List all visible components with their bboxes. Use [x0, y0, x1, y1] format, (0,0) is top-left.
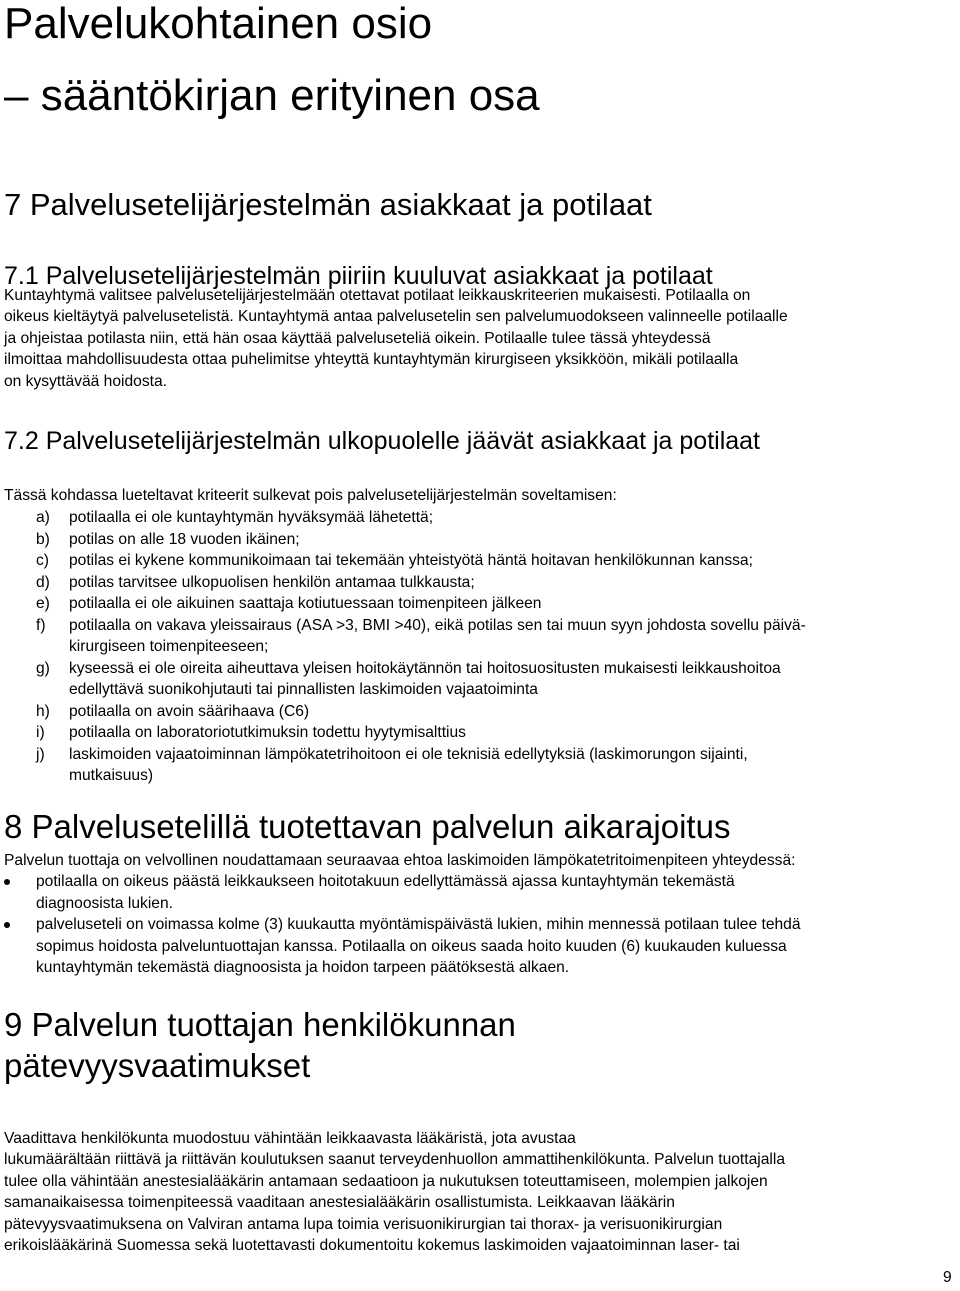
list-item-letter: c) — [36, 552, 49, 569]
document-title-line2: – sääntökirjan erityinen osa — [4, 71, 540, 120]
paragraph-line: Kuntayhtymä valitsee palvelusetelijärjestelmään otettavat potilaat leikkauskriteerien mukaisesti. Potilaalla on — [4, 287, 751, 304]
paragraph-line: ja ohjeistaa potilasta niin, että hän osaa käyttää palveluseteliä oikein. Potilaalle tulee tässä yhteydessä — [4, 329, 711, 347]
list-item-letter: e) — [36, 595, 50, 612]
section7-1-paragraph — [4, 285, 954, 392]
list-item — [4, 507, 954, 529]
list-item-text: kyseessä ei ole oireita aiheuttava yleisen hoitokäytännön tai hoitosuositusten mukaisesti leikkaushoitoa — [69, 659, 781, 677]
paragraph-line: Vaadittava henkilökunta muodostuu vähintään leikkaavasta lääkäristä, jota avustaa — [4, 1130, 576, 1147]
list-item-letter: a) — [36, 509, 50, 526]
paragraph-line: oikeus kieltäytyä palvelusetelistä. Kuntayhtymä antaa palvelusetelin sen palvelumuodokseen valinneelle potilaalle — [4, 308, 788, 326]
list-item-letter: i) — [36, 724, 45, 741]
section7-1-heading: 7.1 Palvelusetelijärjestelmän piiriin kuuluvat asiakkaat ja potilaat — [4, 262, 713, 290]
list-item-text: potilaalla ei ole kuntayhtymän hyväksymää lähetettä; — [69, 509, 434, 526]
section7-2-intro: Tässä kohdassa lueteltavat kriteerit sulkevat pois palvelusetelijärjestelmän soveltamisen: — [4, 487, 617, 504]
list-item — [4, 572, 954, 594]
page-number: 9 — [943, 1269, 952, 1286]
paragraph-line: erikoislääkärinä Suomessa sekä luotettavasti dokumentoitu kokemus laskimoiden vajaatoiminnan laser- tai — [4, 1237, 740, 1255]
paragraph-line: lukumäärältään riittävä ja riittävän koulutuksen saanut terveydenhuollon ammattihenkilökunta. Palvelun tuottajalla — [4, 1151, 786, 1169]
list-item-text: potilas tarvitsee ulkopuolisen henkilön antamaa tulkkausta; — [69, 573, 475, 591]
paragraph-line: ilmoittaa mahdollisuudesta ottaa puhelimitse yhteyttä kuntayhtymän kirurgiseen yksikköön, mikäli potilaalla — [4, 351, 739, 369]
list-item-text: palveluseteli on voimassa kolme (3) kuukautta myöntämispäivästä lukien, mihin mennessä potilaan tulee tehdä — [36, 916, 801, 933]
section9-heading-line2: pätevyysvaatimukset — [4, 1047, 311, 1084]
list-item — [4, 744, 954, 787]
section8-heading: 8 Palvelusetelillä tuotettavan palvelun aikarajoitus — [4, 808, 731, 845]
list-item-letter: f) — [36, 616, 46, 634]
list-item — [4, 871, 954, 914]
list-item-letter: g) — [36, 659, 50, 677]
list-item-letter: h) — [36, 702, 50, 720]
list-item-letter: d) — [36, 573, 50, 591]
list-item — [4, 615, 954, 658]
list-item — [4, 593, 954, 615]
section9-heading-line1: 9 Palvelun tuottajan henkilökunnan — [4, 1006, 516, 1043]
section9-heading — [4, 1004, 516, 1086]
paragraph-line: on kysyttävää hoidosta. — [4, 372, 167, 390]
list-item — [4, 529, 954, 551]
list-item-text: potilaalla on avoin säärihaava (C6) — [69, 702, 310, 720]
bullet-icon — [4, 879, 10, 885]
list-item — [4, 658, 954, 701]
section7-2-heading: 7.2 Palvelusetelijärjestelmän ulkopuolelle jäävät asiakkaat ja potilaat — [4, 427, 761, 455]
list-item-text: sopimus hoidosta palveluntuottajan kanssa. Potilaalla on oikeus saada hoito kuuden (6) kuukauden kuluessa — [36, 937, 787, 955]
list-item-letter: b) — [36, 530, 50, 548]
list-item-text: potilas ei kykene kommunikoimaan tai tekemään yhteistyötä häntä hoitavan henkilökunnan kanssa; — [69, 552, 753, 569]
paragraph-line: tulee olla vähintään anestesialääkärin antamaan sedaatioon ja nukutuksen toteuttamiseen, molempien jalkojen — [4, 1172, 768, 1190]
section9-paragraph — [4, 1128, 954, 1256]
list-item — [4, 550, 954, 572]
document-title-line1: Palvelukohtainen osio — [4, 0, 433, 48]
list-item-text: diagnoosista lukien. — [36, 894, 173, 912]
list-item — [4, 701, 954, 723]
list-item-text: mutkaisuus) — [69, 767, 154, 784]
paragraph-line: pätevyysvaatimuksena on Valviran antama lupa toimia verisuonikirurgian tai thorax- ja verisuonikirurgian — [4, 1215, 723, 1233]
list-item-text: kuntayhtymän tekemästä diagnoosista ja hoidon tarpeen päätöksestä alkaen. — [36, 959, 570, 976]
list-item-text: laskimoiden vajaatoiminnan lämpökatetrihoitoon ei ole teknisiä edellytyksiä (laskimorungon sijainti, — [69, 745, 748, 763]
list-item — [4, 914, 954, 979]
list-item-text: potilaalla on oikeus päästä leikkaukseen hoitotakuun edellyttämässä ajassa kuntayhtymän tekemästä — [36, 873, 735, 890]
bullet-icon — [4, 922, 10, 928]
list-item-text: potilaalla on vakava yleissairaus (ASA >3, BMI >40), eikä potilas sen tai muun syyn johdosta sovellu päivä- — [69, 616, 806, 634]
list-item-letter: j) — [36, 745, 45, 763]
section8-intro: Palvelun tuottaja on velvollinen noudattamaan seuraavaa ehtoa laskimoiden lämpökatetritoimenpiteen yhteydessä: — [4, 852, 796, 869]
exclusion-criteria-list — [4, 507, 954, 787]
list-item-text: kirurgiseen toimenpiteeseen; — [69, 638, 269, 655]
list-item-text: edellyttävä suonikohjutauti tai pinnallisten laskimoiden vajaatoiminta — [69, 681, 538, 698]
list-item — [4, 722, 954, 744]
list-item-text: potilaalla on laboratoriotutkimuksin todettu hyytymisalttius — [69, 724, 466, 741]
list-item-text: potilas on alle 18 vuoden ikäinen; — [69, 530, 300, 548]
time-limit-bullet-list — [4, 871, 954, 979]
section7-heading: 7 Palvelusetelijärjestelmän asiakkaat ja potilaat — [4, 187, 652, 222]
list-item-text: potilaalla ei ole aikuinen saattaja kotiutuessaan toimenpiteen jälkeen — [69, 595, 542, 612]
paragraph-line: samanaikaisessa toimenpiteessä vaaditaan anestesialääkärin osallistumista. Leikkaavan lääkärin — [4, 1194, 675, 1212]
